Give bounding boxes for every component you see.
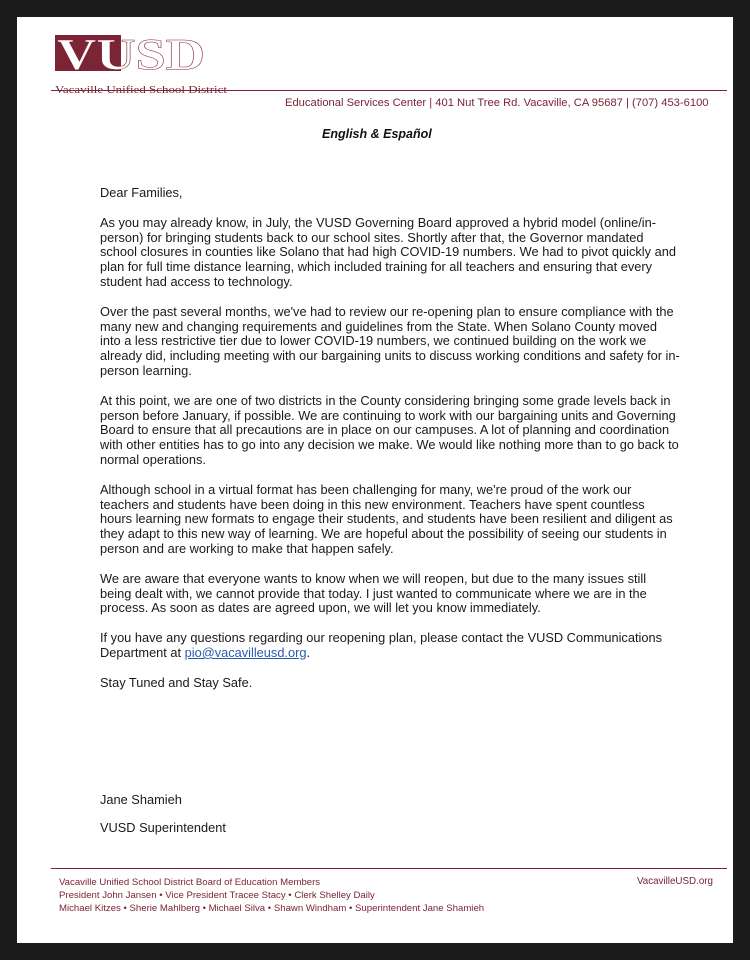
- paragraph-5: We are aware that everyone wants to know when we will reopen, but due to the many issues still being dealt with, we cannot provide that today. I just wanted to communicate where we are in the process. As soon as dates are agreed upon, we will let you know immediately.: [100, 570, 647, 616]
- paragraph-3: At this point, we are one of two districts in the County considering bringing some grade levels back in person before January, if possible. We are continuing to work with our bargaining units and Governing Board to ensure that all precautions are in place on our campuses. A lot of planning and coordination with other entities has to go into any decision we make. We would like nothing more than to go back to normal operations.: [100, 392, 679, 467]
- board-title: Vacaville Unified School District Board of Education Members: [59, 877, 321, 888]
- board-line-3: Michael Kitzes • Sherie Mahlberg • Michael Silva • Shawn Windham • Superintendent Jane Shamieh: [59, 903, 485, 914]
- paragraph-4: Although school in a virtual format has been challenging for many, we're proud of the work our teachers and students have been doing in this new environment. Teachers have spent countless hours learning new formats to engage their students, and students have been resilient and diligent as they adapt to this new way of learning. We are hopeful about the possibility of seeing our students in person and are working to make that happen safely.: [100, 481, 673, 556]
- board-line-2: President John Jansen • Vice President Tracee Stacy • Clerk Shelley Daily: [59, 890, 375, 901]
- logo-tagline: Vacaville Unified School District: [55, 85, 228, 96]
- letter-page: [17, 17, 733, 943]
- signer-name: Jane Shamieh: [100, 792, 182, 807]
- address-line: Educational Services Center | 401 Nut Tree Rd. Vacaville, CA 95687 | (707) 453-6100: [285, 97, 709, 109]
- email-link[interactable]: pio@vacavilleusd.org: [184, 644, 307, 660]
- paragraph-1: As you may already know, in July, the VUSD Governing Board approved a hybrid model (online/in-person) for bringing students back to our school sites. Shortly after that, the Governor mandated school closures in counties like Solano that had high COVID-19 numbers. We had to pivot quickly and plan for full time distance learning, which included training for all teachers and ensuring that every student had access to technology.: [100, 214, 676, 289]
- paragraph-6-end: .: [306, 644, 311, 660]
- vusd-logo: [53, 33, 231, 103]
- closing: Stay Tuned and Stay Safe.: [100, 674, 253, 690]
- paragraph-6-text: If you have any questions regarding our reopening plan, please contact the VUSD Communications Department at: [100, 630, 662, 660]
- paragraph-2: Over the past several months, we've had to review our re-opening plan to ensure compliance with the many new and changing requirements and guidelines from the State. When Solano County moved into a less restrictive tier due to lower COVID-19 numbers, we continued building on the work we already did, including meeting with our bargaining units to discuss working conditions and safety for in-person learning.: [100, 303, 680, 378]
- website-link[interactable]: VacavilleUSD.org: [636, 876, 713, 887]
- letter-body: [100, 186, 680, 706]
- board-members: [59, 876, 484, 915]
- header-divider: [51, 90, 727, 91]
- paragraph-6: [100, 631, 680, 661]
- signer-title: VUSD Superintendent: [100, 820, 226, 835]
- footer-divider: [51, 868, 727, 869]
- language-label: English & Español: [322, 127, 432, 141]
- logo-letters: VUSD: [57, 33, 205, 79]
- greeting: Dear Families,: [100, 185, 183, 200]
